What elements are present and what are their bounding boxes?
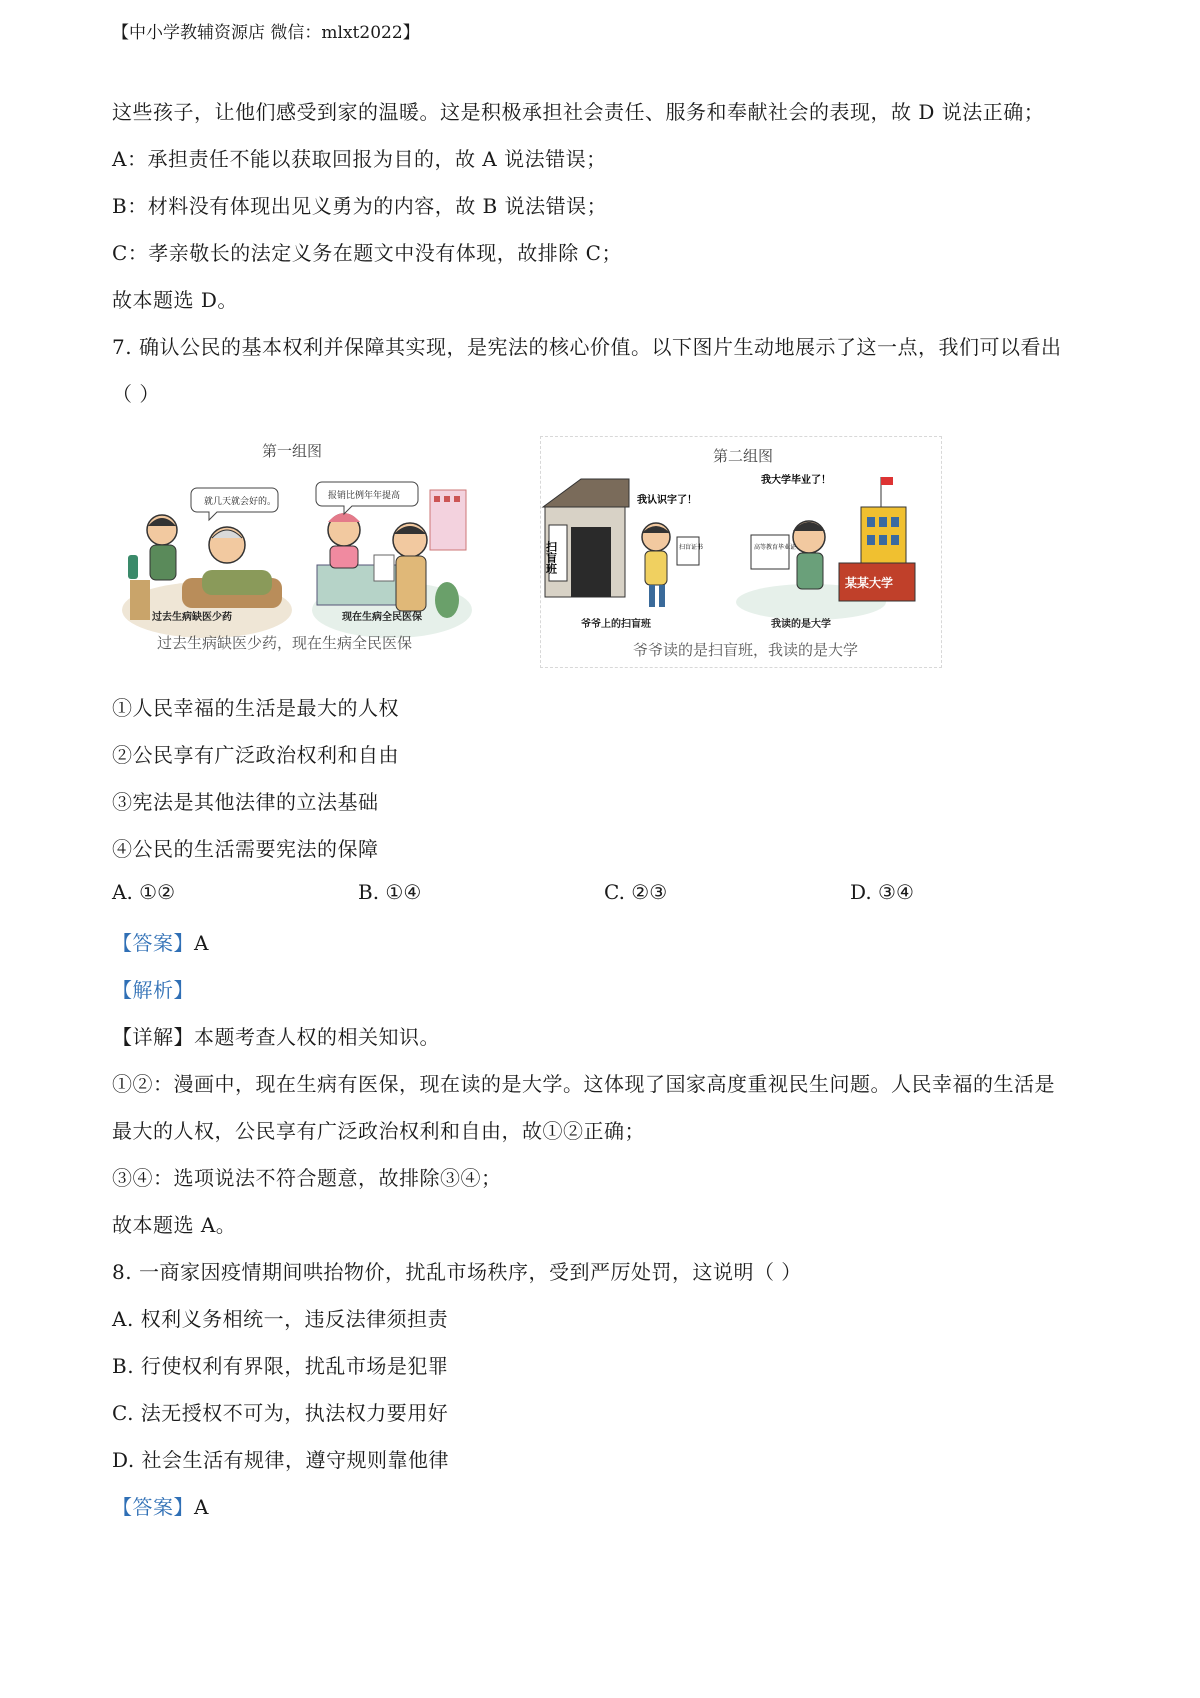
q8-answer-value: A bbox=[194, 1495, 209, 1519]
group-1-right-caption: 现在生病全民医保 bbox=[342, 612, 422, 623]
prev-explanation-line-1: 这些孩子，让他们感受到家的温暖。这是积极承担社会责任、服务和奉献社会的表现，故 D 说法正确； bbox=[112, 100, 1045, 124]
q7-detail-line-3: 最大的人权，公民享有广泛政治权利和自由，故①②正确； bbox=[112, 1119, 645, 1143]
bubble-text-right-1: 报销比例年年提高 bbox=[328, 491, 401, 501]
bubble-text-left-1: 就几天就会好的。 bbox=[204, 497, 277, 507]
q8-option-c: C. 法无授权不可为，执法权力要用好 bbox=[112, 1401, 449, 1425]
comic-medical-illustration bbox=[112, 460, 482, 660]
q8-answer-label: 【答案】 bbox=[112, 1495, 194, 1519]
prev-explanation-line-2: A：承担责任不能以获取回报为目的，故 A 说法错误； bbox=[112, 147, 607, 171]
prev-conclusion: 故本题选 D。 bbox=[112, 288, 238, 312]
q7-answer-label: 【答案】 bbox=[112, 931, 194, 955]
q7-detail-line-4: ③④：选项说法不符合题意，故排除③④； bbox=[112, 1166, 502, 1190]
q7-statement-1: ①人民幸福的生活是最大的人权 bbox=[112, 696, 399, 720]
q7-option-a: A. ①② bbox=[112, 880, 176, 904]
q8-stem: 8. 一商家因疫情期间哄抬物价，扰乱市场秩序，受到严厉处罚，这说明（ ） bbox=[112, 1260, 802, 1284]
university-sign: 某某大学 bbox=[845, 576, 894, 590]
q7-option-b: B. ①④ bbox=[358, 880, 422, 904]
q7-statement-2: ②公民享有广泛政治权利和自由 bbox=[112, 743, 399, 767]
q7-option-c: C. ②③ bbox=[604, 880, 668, 904]
q7-statement-3: ③宪法是其他法律的立法基础 bbox=[112, 790, 379, 814]
watermark-header: 【中小学教辅资源店 微信：mlxt2022】 bbox=[112, 23, 420, 43]
literacy-class-sign: 扫盲班 bbox=[544, 541, 558, 574]
diploma-text: 高等教育毕业证 bbox=[754, 544, 797, 551]
comic-group-2 bbox=[540, 436, 942, 668]
q7-option-d: D. ③④ bbox=[850, 880, 914, 904]
q8-option-b: B. 行使权利有界限，扰乱市场是犯罪 bbox=[112, 1354, 449, 1378]
group-1-title: 第一组图 bbox=[262, 442, 323, 460]
q7-answer-value: A bbox=[194, 931, 209, 955]
q7-detail-line-5: 故本题选 A。 bbox=[112, 1213, 237, 1237]
group-2-right-caption: 我读的是大学 bbox=[771, 619, 831, 630]
q7-statement-4: ④公民的生活需要宪法的保障 bbox=[112, 837, 379, 861]
q8-option-d: D. 社会生活有规律，遵守规则靠他律 bbox=[112, 1448, 450, 1472]
q7-blank: （ ） bbox=[112, 382, 160, 406]
literacy-certificate-text: 扫盲证书 bbox=[679, 544, 704, 551]
q7-stem: 7. 确认公民的基本权利并保障其实现，是宪法的核心价值。以下图片生动地展示了这一点，我们可以看出 bbox=[112, 335, 1062, 359]
bubble-text-left-2: 我认识字了！ bbox=[637, 495, 697, 506]
comic-group-1 bbox=[112, 430, 482, 660]
q7-detail-line-2: ①②：漫画中，现在生病有医保，现在读的是大学。这体现了国家高度重视民生问题。人民幸福的生活是 bbox=[112, 1072, 1055, 1096]
prev-explanation-line-4: C：孝亲敬长的法定义务在题文中没有体现，故排除 C； bbox=[112, 241, 622, 265]
prev-explanation-line-3: B：材料没有体现出见义勇为的内容，故 B 说法错误； bbox=[112, 194, 608, 218]
q7-analysis-label: 【解析】 bbox=[112, 978, 194, 1002]
group-2-title: 第二组图 bbox=[713, 447, 774, 465]
group-1-left-caption: 过去生病缺医少药 bbox=[152, 612, 232, 623]
bubble-text-right-2: 我大学毕业了！ bbox=[761, 475, 831, 486]
q7-detail-line-1: 【详解】本题考查人权的相关知识。 bbox=[112, 1025, 440, 1049]
q8-answer bbox=[112, 1491, 209, 1520]
group-2-caption: 爷爷读的是扫盲班，我读的是大学 bbox=[633, 641, 859, 659]
q8-option-a: A. 权利义务相统一，违反法律须担责 bbox=[112, 1307, 449, 1331]
q7-answer bbox=[112, 927, 209, 956]
group-1-caption: 过去生病缺医少药，现在生病全民医保 bbox=[157, 634, 413, 652]
group-2-left-caption: 爷爷上的扫盲班 bbox=[581, 619, 651, 630]
